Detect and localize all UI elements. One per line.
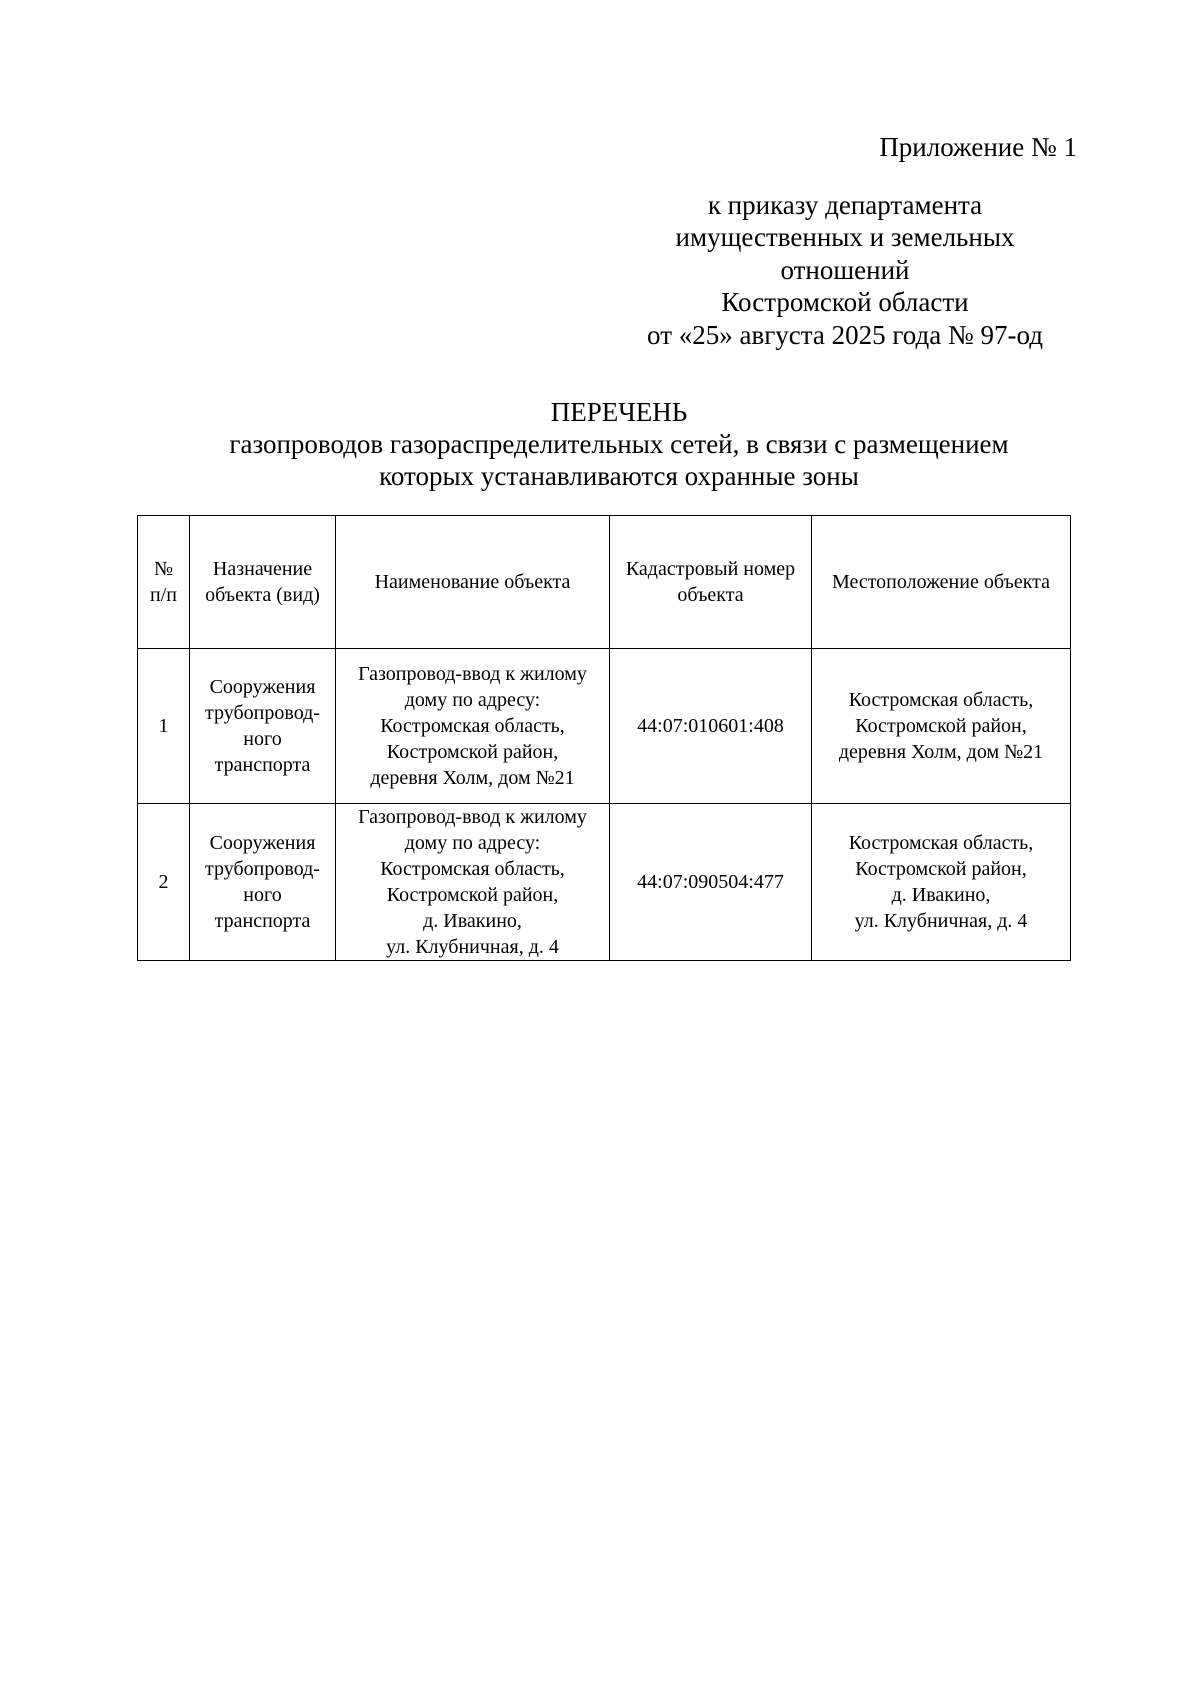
annex-title: Приложение № 1	[879, 132, 1077, 162]
cell-object-name	[336, 649, 610, 804]
cell-line: деревня Холм, дом №21	[370, 767, 575, 789]
cell-line: Костромской район,	[386, 741, 559, 763]
header-cadastral-number	[610, 516, 812, 649]
pipeline-table	[137, 515, 1071, 961]
cell-line: транспорта	[214, 910, 311, 932]
cell-cadastral-number: 44:07:010601:408	[610, 649, 812, 804]
cell-line: Сооружения	[209, 832, 316, 854]
table-row	[138, 649, 1071, 804]
annex-line: к приказу департамента	[707, 190, 983, 220]
header-text: №	[153, 558, 174, 580]
annex-reference	[600, 189, 1090, 351]
cell-line: Сооружения	[209, 676, 316, 698]
header-text: Назначение	[212, 558, 313, 580]
cell-number: 2	[138, 804, 190, 961]
cell-line: Газопровод-ввод к жилому	[358, 806, 587, 828]
cell-line: деревня Холм, дом №21	[838, 741, 1044, 763]
annex-line: имущественных и земельных	[675, 222, 1015, 253]
header-text: Местоположение объекта	[831, 571, 1051, 593]
header-text: п/п	[150, 584, 177, 606]
header-text: Кадастровый номер	[625, 558, 796, 580]
cell-line: Газопровод-ввод к жилому	[358, 663, 587, 685]
cell-line: ул. Клубничная, д. 4	[386, 936, 559, 958]
header-text: Наименование объекта	[374, 571, 571, 593]
cell-line: ул. Клубничная, д. 4	[854, 910, 1028, 932]
table-header-row	[138, 516, 1071, 649]
cell-line: д. Ивакино,	[891, 884, 991, 906]
cell-line: дому по адресу:	[404, 832, 541, 854]
cell-line: ного	[243, 884, 282, 906]
cell-cadastral-number: 44:07:090504:477	[610, 804, 812, 961]
header-text: объекта	[677, 584, 744, 606]
document-heading	[0, 396, 1200, 492]
cell-line: дому по адресу:	[404, 689, 541, 711]
cell-line: Костромская область,	[380, 858, 565, 880]
cell-object-name	[336, 804, 610, 961]
cell-number: 1	[138, 649, 190, 804]
cell-line: ного	[243, 728, 282, 750]
annex-line: отношений	[780, 254, 910, 285]
cell-line: Костромской район,	[386, 884, 559, 906]
cell-line: Костромская область,	[848, 832, 1034, 854]
header-number	[138, 516, 190, 649]
cell-location	[812, 804, 1071, 961]
annex-line: Костромской области	[721, 287, 969, 318]
document-title: ПЕРЕЧЕНЬ	[550, 397, 688, 427]
table-row	[138, 804, 1071, 961]
cell-line: д. Ивакино,	[423, 910, 522, 932]
annex-order-date: от «25» августа 2025 года № 97-од	[647, 319, 1043, 350]
cell-line: Костромской район,	[855, 715, 1027, 737]
cell-line: Костромская область,	[380, 715, 565, 737]
cell-purpose	[190, 804, 336, 961]
header-text: объекта (вид)	[205, 584, 320, 606]
header-object-name	[336, 516, 610, 649]
document-subtitle-line: которых устанавливаются охранные зоны	[379, 461, 859, 491]
header-location	[812, 516, 1071, 649]
header-purpose	[190, 516, 336, 649]
cell-line: Костромской район,	[855, 858, 1027, 880]
cell-purpose	[190, 649, 336, 804]
cell-line: транспорта	[214, 754, 311, 776]
document-subtitle-line: газопроводов газораспределительных сетей, в связи с размещением	[229, 429, 1009, 459]
cell-line: трубопровод-	[205, 702, 320, 724]
cell-line: Костромская область,	[848, 689, 1034, 711]
cell-location	[812, 649, 1071, 804]
cell-line: трубопровод-	[205, 858, 320, 880]
